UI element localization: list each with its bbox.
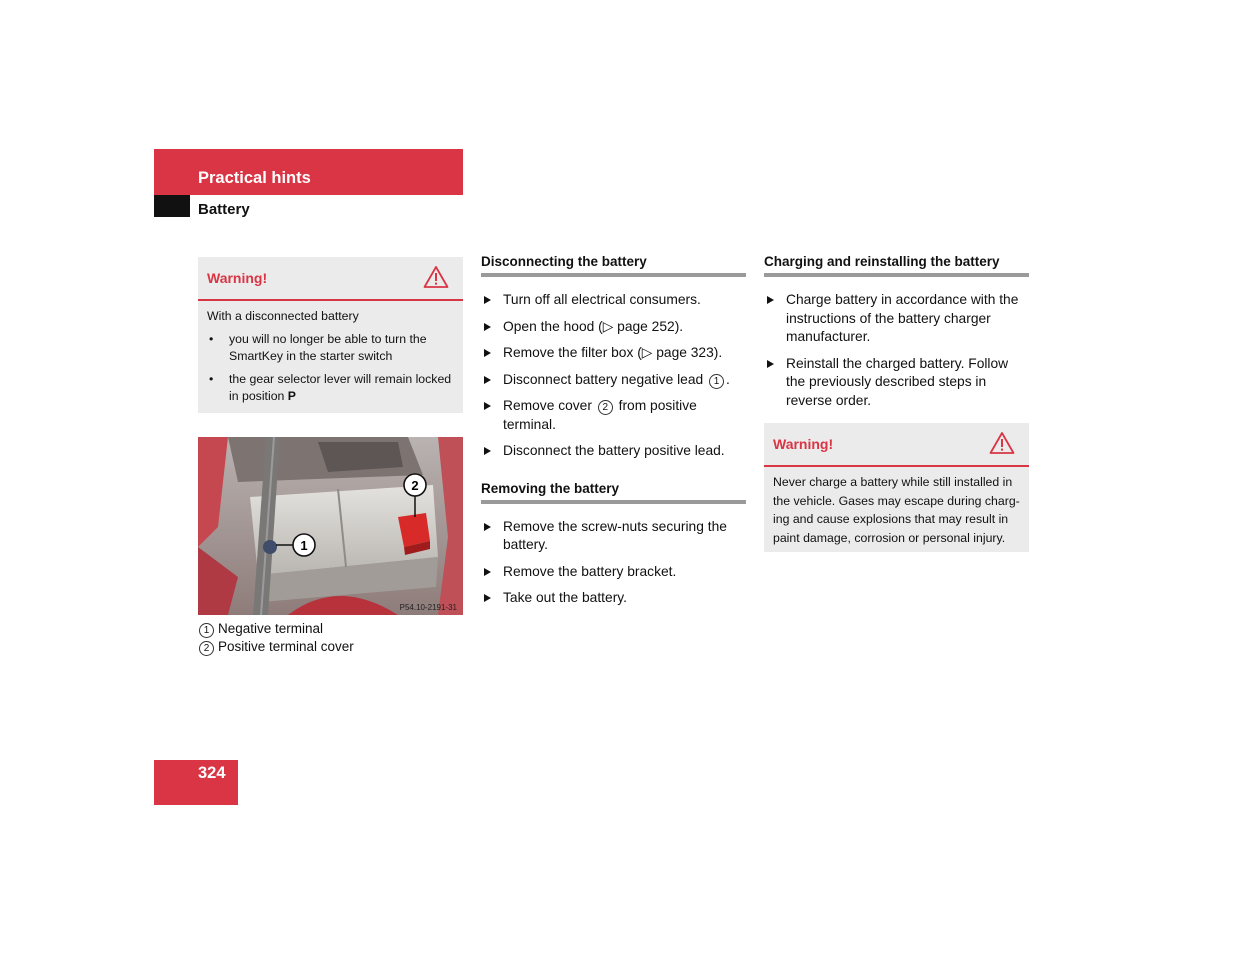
list-item: Reinstall the charged battery. Follow the previously described steps in reverse order. <box>764 355 1029 411</box>
list-item: Remove cover 2 from positive terminal. <box>481 397 746 434</box>
warning-triangle-icon <box>989 431 1015 455</box>
column-middle <box>481 254 746 616</box>
column-right <box>764 254 1029 418</box>
list-item: Remove the screw-nuts securing the battery. <box>481 518 746 555</box>
page-number: 324 <box>198 764 226 782</box>
warning-list <box>207 331 454 405</box>
list-item: Remove the filter box (▷ page 323). <box>481 344 746 363</box>
warning-intro: With a disconnected battery <box>207 309 359 323</box>
list-item: • you will no longer be able to turn the SmartKey in the starter switch <box>207 331 454 365</box>
warning-box <box>198 257 463 413</box>
section-heading-disconnect: Disconnecting the battery <box>481 254 746 277</box>
gear-position: P <box>287 389 296 403</box>
list-item: Open the hood (▷ page 252). <box>481 318 746 337</box>
warning-triangle-icon <box>423 265 449 289</box>
photo-callout-2: 2 <box>411 478 419 493</box>
steps-charging <box>764 291 1029 410</box>
list-item: Remove the battery bracket. <box>481 563 746 582</box>
section-title: Practical hints <box>198 169 311 187</box>
header-marker <box>154 195 190 217</box>
legend-item: 2 Positive terminal cover <box>198 638 354 656</box>
list-item: Disconnect the battery positive lead. <box>481 442 746 461</box>
legend-item: 1 Negative terminal <box>198 620 354 638</box>
list-item: Charge battery in accordance with the instructions of the battery charger manufacturer. <box>764 291 1029 347</box>
section-heading-charging: Charging and reinstalling the battery <box>764 254 1029 277</box>
page-title: Battery <box>198 201 250 218</box>
steps-disconnect <box>481 291 746 461</box>
list-item: Turn off all electrical consumers. <box>481 291 746 310</box>
warning-box-charging <box>764 423 1029 552</box>
warning-text: Never charge a battery while still installed in the vehicle. Gases may escape during charg-ing and cause explosions that may result in paint damage, corrosion or personal injury. <box>773 475 1020 545</box>
photo-code: P54.10-2191-31 <box>399 603 457 612</box>
warning-title: Warning! <box>773 436 834 452</box>
list-item: Disconnect battery negative lead 1 . <box>481 371 746 390</box>
battery-photo <box>198 437 463 615</box>
photo-callout-1: 1 <box>300 538 308 553</box>
photo-legend <box>198 620 354 656</box>
warning-title: Warning! <box>207 270 268 286</box>
section-heading-removing: Removing the battery <box>481 481 746 504</box>
warning-header <box>198 257 463 301</box>
steps-removing <box>481 518 746 608</box>
list-item: • the gear selector lever will remain locked in position P <box>207 371 454 405</box>
list-item: Take out the battery. <box>481 589 746 608</box>
warning-header <box>764 423 1029 467</box>
